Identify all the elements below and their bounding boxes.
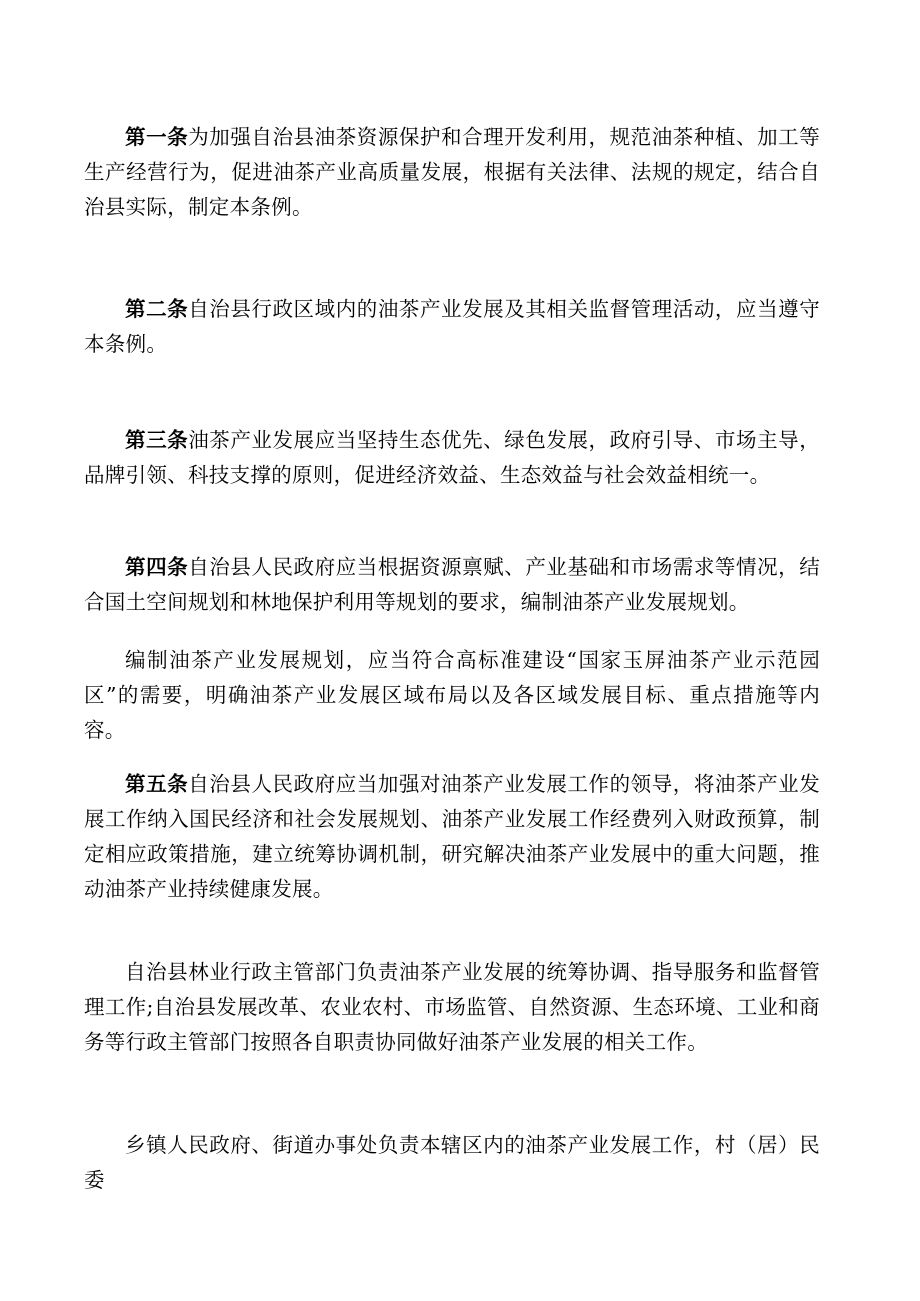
article-2-text: 自治县行政区域内的油茶产业发展及其相关监督管理活动，应当遵守本条例。: [84, 297, 821, 356]
article-2-paragraph-1: [84, 292, 820, 362]
article-4-text-2: 编制油茶产业发展规划，应当符合高标准建设“国家玉屏油茶产业示范园区”的需要，明确油茶产业发展区域布局以及各区域发展目标、重点措施等内容。: [84, 648, 820, 742]
article-4-paragraph-1: [84, 550, 820, 620]
article-4-title: 第四条: [125, 555, 189, 579]
article-2-title: 第二条: [125, 297, 189, 321]
article-5-paragraph-1: [84, 767, 820, 907]
article-5-text-3: 乡镇人民政府、街道办事处负责本辖区内的油茶产业发展工作，村（居）民委: [84, 1133, 820, 1192]
article-5-text-2: 自治县林业行政主管部门负责油茶产业发展的统筹协调、指导服务和监督管理工作;自治县发展改革、农业农村、市场监管、自然资源、生态环境、工业和商务等行政主管部门按照各自职责协同做好油茶产业发展的相关工作。: [84, 960, 820, 1054]
article-5-paragraph-2: [84, 955, 820, 1060]
article-1-paragraph-1: [84, 120, 820, 225]
article-3-paragraph-1: [84, 423, 820, 493]
article-4-paragraph-2: [84, 643, 820, 748]
article-3-text: 油茶产业发展应当坚持生态优先、绿色发展，政府引导、市场主导，品牌引领、科技支撑的原则，促进经济效益、生态效益与社会效益相统一。: [84, 428, 821, 487]
article-1-text: 为加强自治县油茶资源保护和合理开发利用，规范油茶种植、加工等生产经营行为，促进油茶产业高质量发展，根据有关法律、法规的规定，结合自治县实际，制定本条例。: [84, 125, 821, 219]
article-5-text: 自治县人民政府应当加强对油茶产业发展工作的领导，将油茶产业发展工作纳入国民经济和社会发展规划、油茶产业发展工作经费列入财政预算，制定相应政策措施，建立统筹协调机制，研究解决油茶产业发展中的重大问题，推动油茶产业持续健康发展。: [84, 772, 821, 901]
article-1-title: 第一条: [125, 125, 189, 149]
article-5-paragraph-3: [84, 1128, 820, 1198]
article-5-title: 第五条: [125, 772, 189, 796]
article-4-text: 自治县人民政府应当根据资源禀赋、产业基础和市场需求等情况，结合国土空间规划和林地保护利用等规划的要求，编制油茶产业发展规划。: [84, 555, 821, 614]
article-3-title: 第三条: [125, 428, 189, 452]
